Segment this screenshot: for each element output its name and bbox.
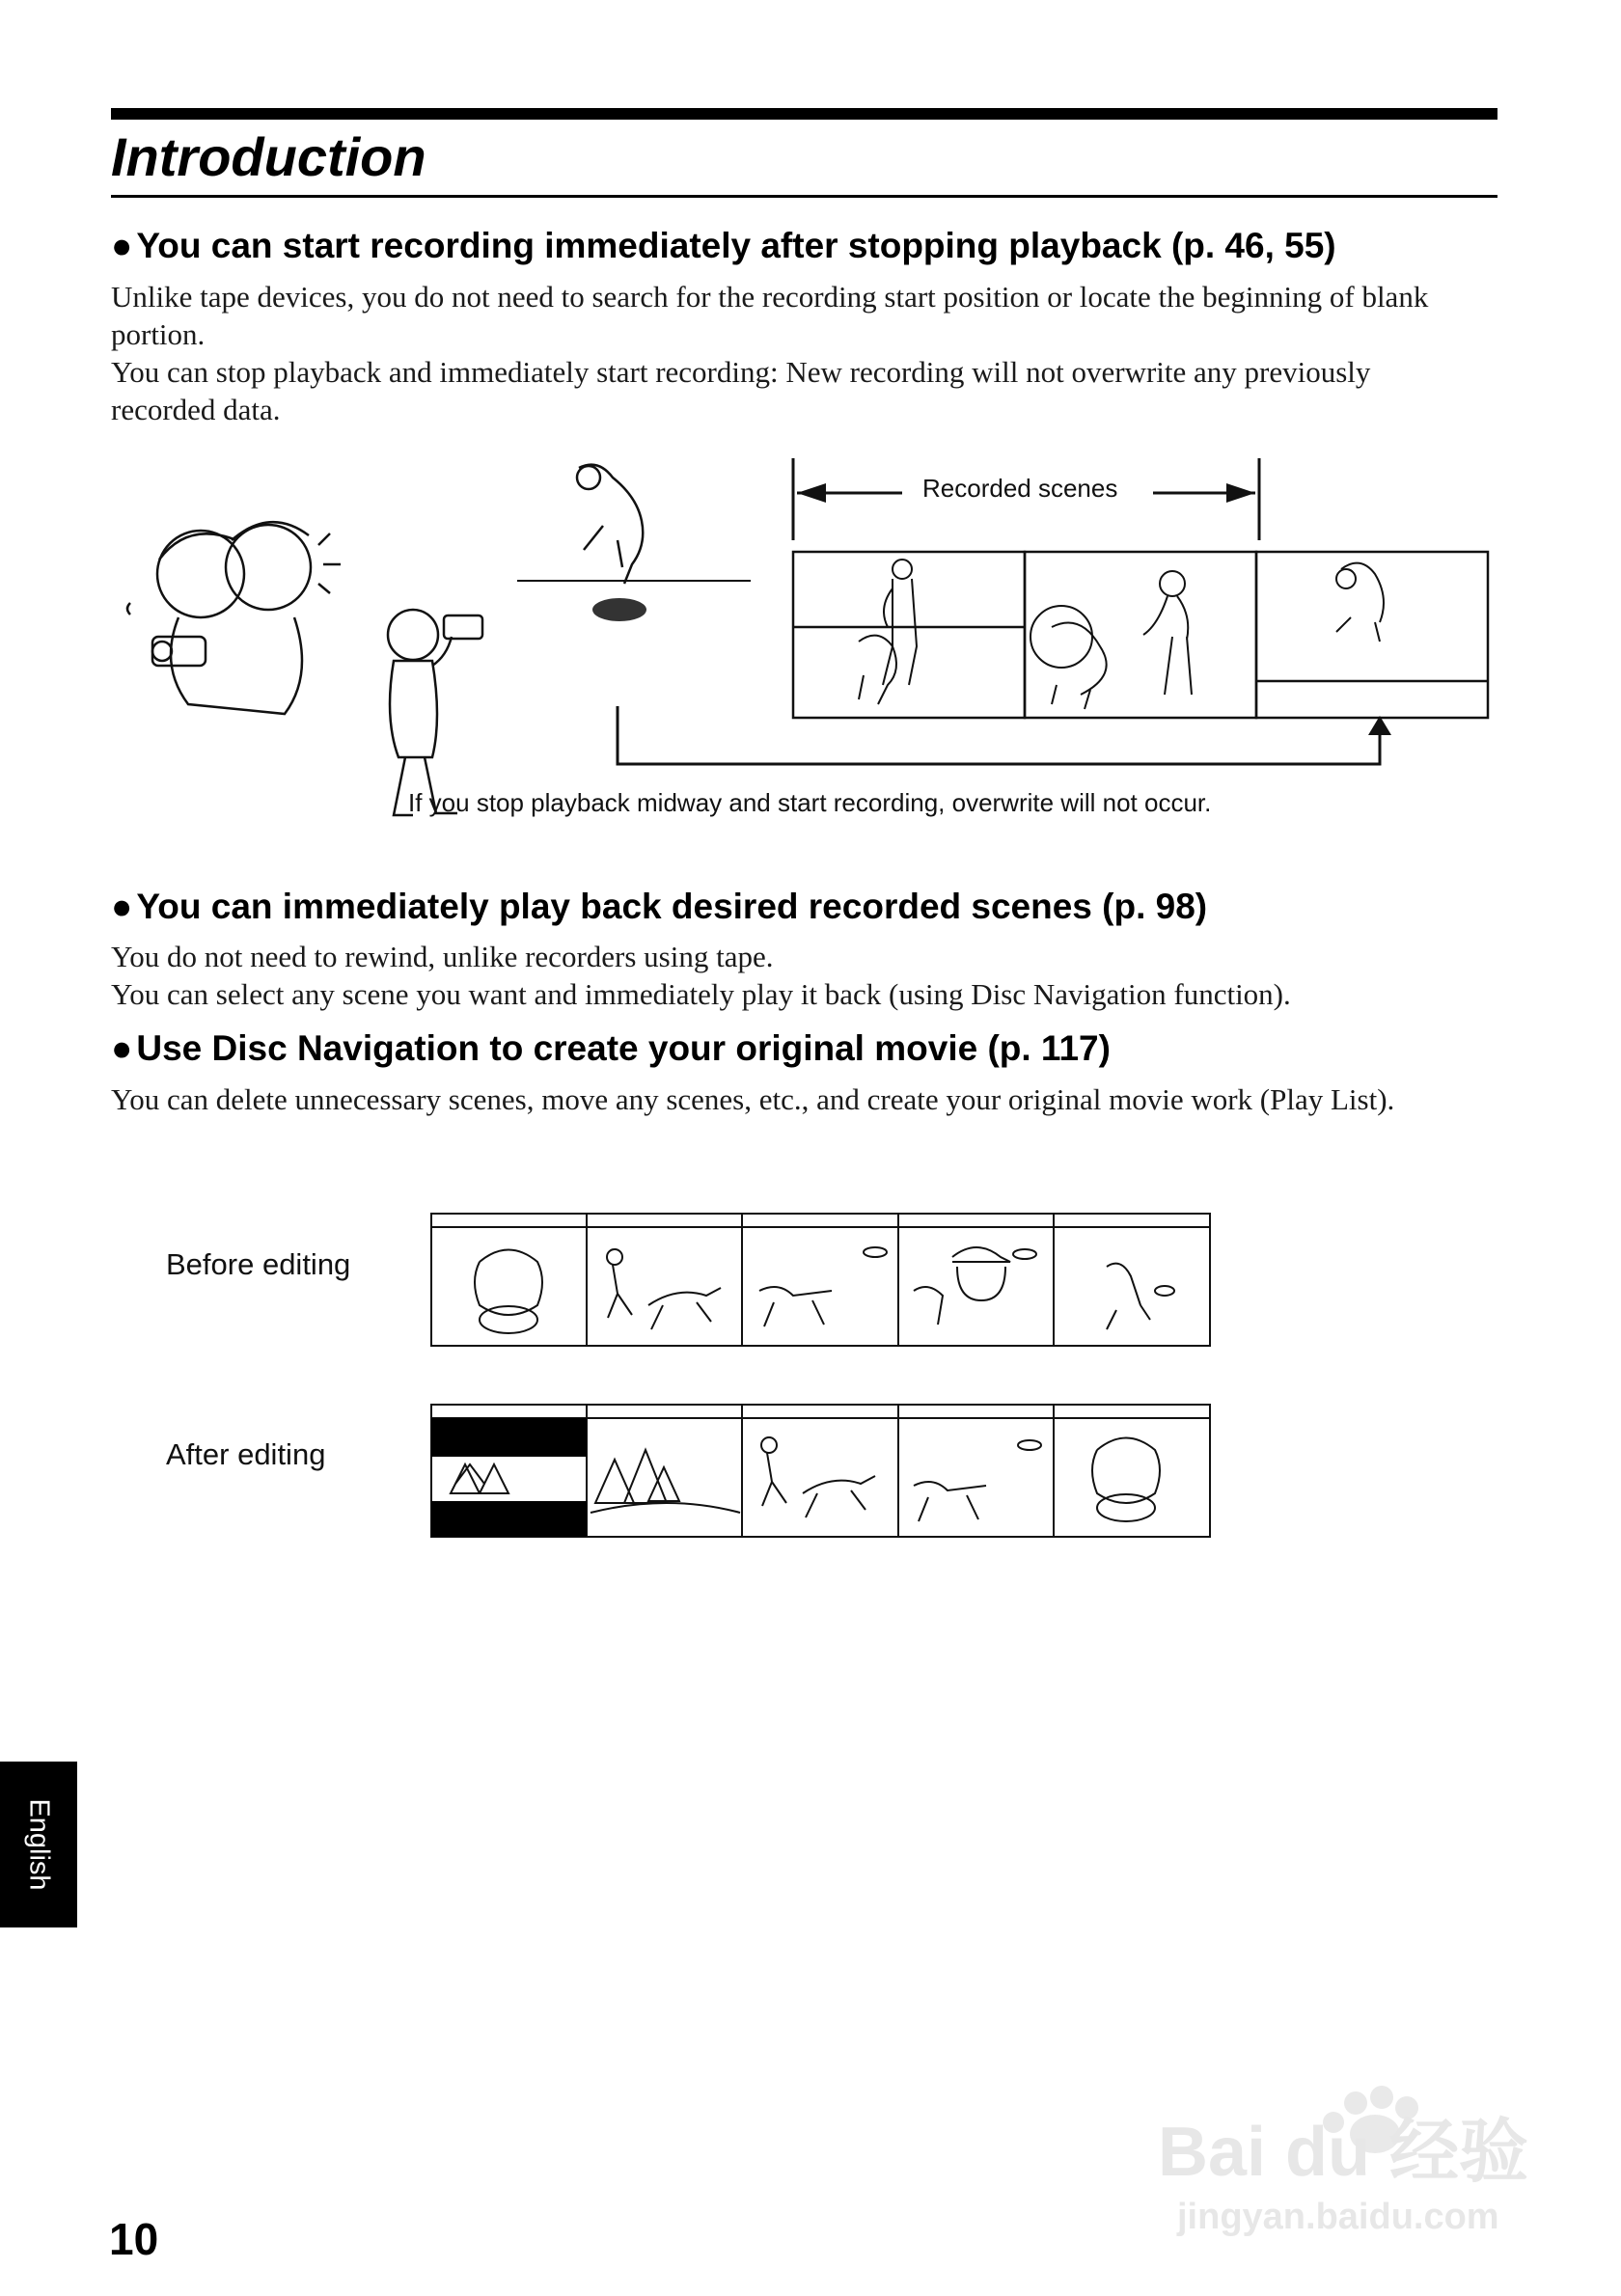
scene-frame-3	[1256, 552, 1488, 718]
section-1-heading-text: You can start recording immediately after stopping playback (p. 46, 55)	[136, 226, 1336, 265]
page-number: 10	[109, 2214, 159, 2264]
bullet-icon: ●	[111, 887, 133, 926]
editing-diagram-svg	[431, 1214, 1213, 1542]
section-3-heading-text: Use Disc Navigation to create your original movie (p. 117)	[136, 1028, 1111, 1068]
letterbox-top	[431, 1418, 587, 1457]
watermark-url: jingyan.baidu.com	[1177, 2197, 1499, 2237]
recording-diagram-svg	[0, 444, 1621, 830]
figure-recording-diagram	[0, 444, 1621, 830]
language-side-tab	[0, 1762, 77, 1927]
overwrite-arrow	[618, 706, 1391, 764]
jumping-dog-illustration	[577, 465, 643, 584]
watermark-brand: Bai du 经验	[1158, 2114, 1529, 2191]
section-1-paragraph-1: Unlike tape devices, you do not need to search for the recording start position or locate the beginning of blank portion.	[111, 280, 1429, 351]
bullet-icon: ●	[111, 1028, 133, 1068]
title-rule	[111, 195, 1497, 198]
page-title: Introduction	[111, 126, 426, 187]
couple-illustration	[127, 522, 341, 714]
section-2-paragraph-2: You can select any scene you want and immediately play it back (using Disc Navigation function).	[111, 977, 1291, 1011]
before-editing-label: Before editing	[166, 1247, 351, 1281]
scene-frame-2	[1025, 552, 1256, 718]
bullet-icon: ●	[111, 226, 133, 265]
before-editing-strip	[431, 1214, 1210, 1346]
header-top-bar	[111, 108, 1497, 120]
figure-editing-diagram	[431, 1214, 1213, 1542]
section-2-heading	[111, 885, 1207, 929]
section-2-heading-text: You can immediately play back desired recorded scenes (p. 98)	[136, 887, 1208, 926]
disc-icon	[592, 598, 646, 621]
watermark-svg	[1158, 2084, 1544, 2238]
language-tab-label: English	[23, 1798, 55, 1891]
section-1-heading	[111, 224, 1336, 268]
baidu-watermark	[1158, 2084, 1544, 2238]
recorded-scenes-label: Recorded scenes	[915, 474, 1125, 504]
after-editing-label: After editing	[166, 1437, 326, 1471]
section-3-paragraph-1: You can delete unnecessary scenes, move any scenes, etc., and create your original movie work (Play List).	[111, 1082, 1395, 1116]
section-1-paragraph-2: You can stop playback and immediately start recording: New recording will not overwrite any previously recorded data.	[111, 355, 1371, 426]
camera-operator-illustration	[388, 610, 482, 815]
letterbox-bottom	[431, 1501, 587, 1537]
section-2-paragraph-1: You do not need to rewind, unlike recorders using tape.	[111, 940, 774, 973]
figure-1-caption: If you stop playback midway and start recording, overwrite will not occur.	[408, 788, 1212, 817]
section-3-heading	[111, 1026, 1111, 1071]
